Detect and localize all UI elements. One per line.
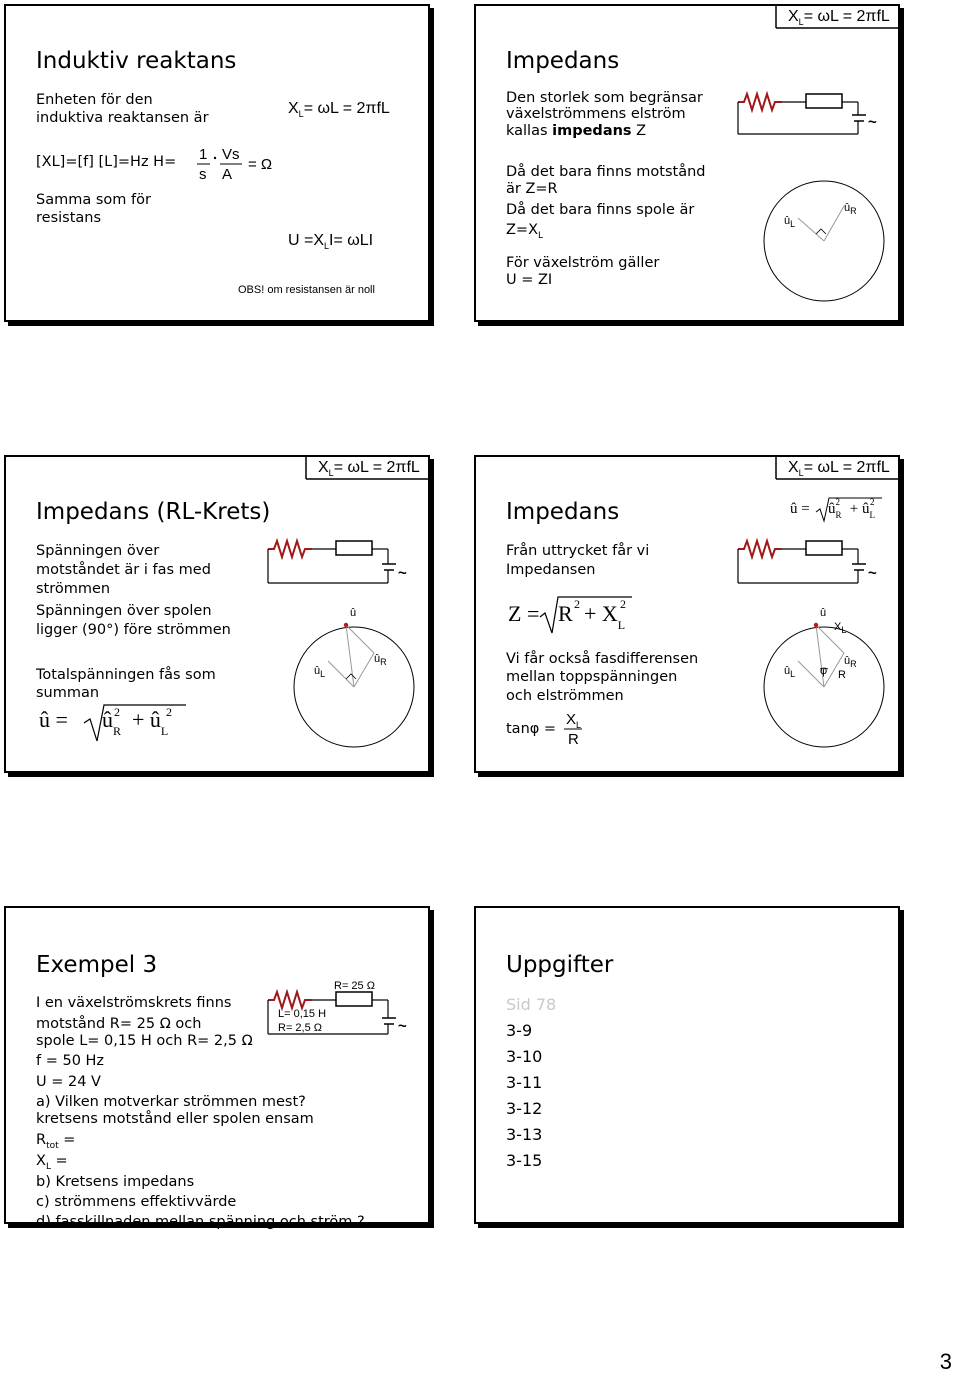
text-line: b) Kretsens impedans (36, 1174, 195, 1190)
text-line: Vi får också fasdifferensen (506, 651, 699, 667)
phasor-label-u: û (820, 607, 827, 619)
slide-uppgifter (474, 906, 900, 1224)
text-line: $R_{tot}$ = (36, 1132, 76, 1151)
text-line: motstånd R= 25 Ω och (36, 1016, 202, 1032)
text-line: Spänningen över spolen (36, 603, 212, 619)
text-line: d) fasskillnaden mellan spänning och ström ? (36, 1214, 365, 1230)
units-ohm: = Ω (248, 156, 273, 173)
text-line: Spänningen över (36, 543, 160, 559)
phasor-diagram (476, 6, 902, 324)
slide-title: Exempel 3 (36, 952, 158, 978)
phasor-diagram (476, 457, 902, 775)
formula-exp: 2 (574, 597, 580, 611)
text-line: Då det bara finns spole är (506, 202, 695, 218)
task-item: 3-15 (506, 1151, 543, 1170)
text-line: mellan toppspänningen (506, 669, 678, 685)
units-fraction-num: 1 (199, 146, 208, 163)
task-item: 3-12 (506, 1099, 543, 1118)
tan-numerator: $X_L$ (566, 711, 582, 730)
text-line: $Z=X_L$ (506, 222, 544, 241)
voltage-formula: $U =X_LI= \omega LI$ (288, 232, 374, 252)
slide-induktiv-reaktans (4, 4, 430, 322)
sqrt-sign (6, 457, 432, 775)
phasor-label-R: R (838, 669, 846, 681)
text-line: kallas impedans Z (506, 123, 647, 139)
units-fraction-den: s (199, 166, 207, 183)
corner-formula: $X_L= \omega L = 2\pi fL$ (788, 459, 890, 479)
text-line: spole L= 0,15 H och R= 2,5 Ω (36, 1033, 253, 1049)
text-line: $X_L$ = (36, 1153, 68, 1172)
slide-title: Uppgifter (506, 952, 614, 978)
text-line: I en växelströmskrets finns (36, 995, 232, 1011)
phasor-label-uL: $û_L$ (784, 665, 796, 680)
ac-source-symbol: ~ (868, 114, 877, 131)
slide-title: Impedans (506, 48, 620, 74)
text-line: U = 24 V (36, 1074, 101, 1090)
slide-title: Impedans (506, 499, 620, 525)
formula-exp: 2 (114, 705, 120, 719)
text-line: strömmen (36, 581, 111, 597)
text-line: Samma som för (36, 192, 151, 208)
page-number: 3 (939, 1349, 952, 1374)
text-line: För växelström gäller (506, 255, 660, 271)
slide-exempel-3 (4, 906, 430, 1230)
slide-impedans-rl-krets (4, 455, 430, 773)
task-item: 3-10 (506, 1047, 543, 1066)
phasor-label-uR: $û_R$ (844, 202, 857, 217)
reactance-formula: $X_L= \omega L = 2\pi fL$ (288, 100, 390, 120)
task-item: 3-13 (506, 1125, 543, 1144)
formula-term: $û_R$ (102, 707, 122, 738)
obs-note: OBS! om resistansen är noll (238, 284, 375, 296)
ac-source-symbol: ~ (868, 565, 877, 582)
slide-title: Induktiv reaktans (36, 48, 237, 74)
phasor-label-phi: φ (820, 665, 828, 677)
text-line: kretsens motstånd eller spolen ensam (36, 1111, 314, 1127)
formula-exp: 2 (166, 705, 172, 719)
total-voltage-formula: û = (39, 707, 68, 732)
coil-label: L= 0,15 H (278, 1008, 327, 1020)
text-line: a) Vilken motverkar strömmen mest? (36, 1094, 306, 1110)
formula-term: + $X_L$ (584, 601, 626, 632)
phasor-label-XL: $X_L$ (834, 621, 847, 636)
text-line: resistans (36, 210, 102, 226)
coil-resistance-label: R= 2,5 Ω (278, 1022, 322, 1034)
slide-impedans-2 (474, 455, 900, 773)
text-line: Enheten för den (36, 92, 153, 108)
text-line: växelströmmens elström (506, 106, 686, 122)
impedance-formula: Z = (508, 601, 540, 626)
text-line: summan (36, 685, 100, 701)
phasor-label-uL: $û_L$ (784, 215, 796, 230)
phasor-label-uR: $û_R$ (844, 655, 857, 670)
task-item: Sid 78 (506, 995, 557, 1014)
units-fraction-den: A (222, 166, 233, 183)
resistor-label: R= 25 Ω (334, 980, 375, 992)
text-line: induktiva reaktansen är (36, 110, 209, 126)
phasor-label-uR: $û_R$ (374, 653, 387, 668)
slide-title: Impedans (RL-Krets) (36, 499, 271, 525)
corner-formula: $X_L= \omega L = 2\pi fL$ (788, 8, 890, 28)
text-line: och elströmmen (506, 688, 624, 704)
units-fraction-num: Vs (222, 146, 240, 163)
slide-impedans (474, 4, 900, 322)
formula-exp: 2 (620, 597, 626, 611)
text-line: U = ZI (506, 272, 553, 288)
formula-term: + $û_L$ (132, 707, 169, 738)
corner-voltage-formula: û = (790, 501, 810, 517)
text-line: ligger (90°) före strömmen (36, 622, 231, 638)
ac-source-symbol: ~ (398, 565, 407, 582)
text-line: Från uttrycket får vi (506, 543, 650, 559)
corner-formula: $X_L= \omega L = 2\pi fL$ (318, 459, 420, 479)
formula-term: R (558, 601, 573, 626)
tan-formula: tanφ = (506, 721, 557, 737)
tan-denominator: R (568, 731, 579, 748)
ac-source-symbol: ~ (398, 1018, 407, 1035)
text-line: motståndet är i fas med (36, 562, 211, 578)
text-line: f = 50 Hz (36, 1053, 105, 1069)
text-line: Då det bara finns motstånd (506, 164, 706, 180)
fraction-bars (6, 6, 432, 324)
formula-term: $û_R^2$ + $û_L^2$ (828, 497, 875, 520)
units-line: [XL]=[f] [L]=Hz H= (36, 154, 177, 170)
text-line: är Z=R (506, 181, 558, 197)
task-item: 3-9 (506, 1021, 533, 1040)
text-line: Den storlek som begränsar (506, 90, 703, 106)
text-line: Totalspänningen fås som (36, 667, 216, 683)
task-item: 3-11 (506, 1073, 543, 1092)
text-line: c) strömmens effektivvärde (36, 1194, 237, 1210)
phasor-label-uL: $û_L$ (314, 665, 326, 680)
phasor-label-u: û (350, 607, 357, 619)
text-line: Impedansen (506, 562, 596, 578)
